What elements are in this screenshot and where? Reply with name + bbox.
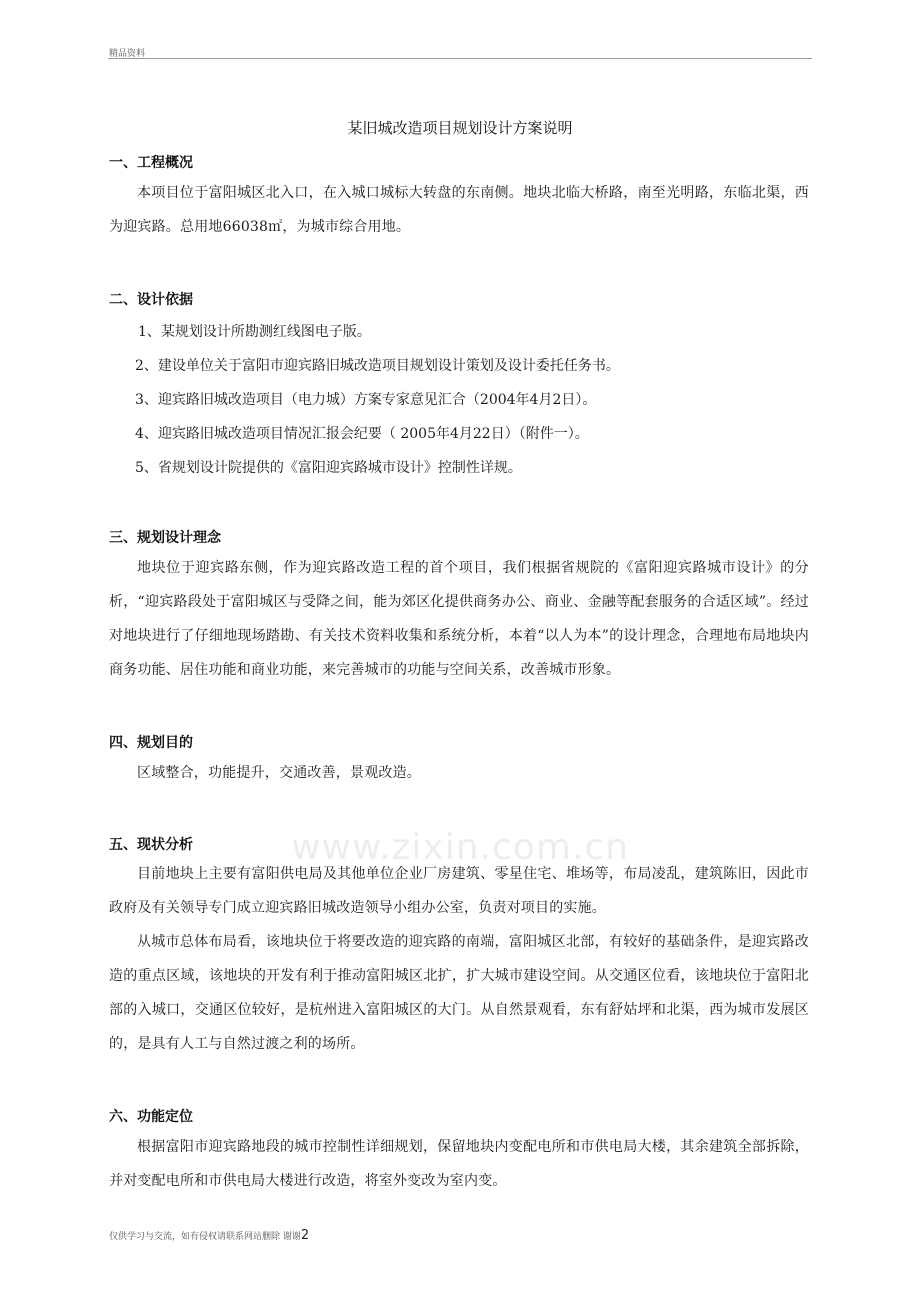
section-heading-status: 五、现状分析: [109, 837, 193, 853]
section-heading-basis: 二、设计依据: [109, 292, 193, 308]
header-label: 精品资料: [109, 49, 146, 59]
section-paragraph: 从城市总体布局看，该地块位于将要改造的迎宾路的南端，富阳城区北部，有较好的基础条件，是迎宾路改造的重点区域，该地块的开发有利于推动富阳城区北扩，扩大城市建设空间。从交通区位看，该地块位于富阳北部的入城口，交通区位较好，是杭州进入富阳城区的大门。从自然景观看，东有舒姑坪和北渠，西为城市发展区的，是具有人工与自然过渡之利的场所。: [109, 934, 809, 1052]
section-heading-concept: 三、规划设计理念: [109, 530, 221, 546]
section-paragraph: 目前地块上主要有富阳供电局及其他单位企业厂房建筑、零星住宅、堆场等，布局凌乱，建筑陈旧，因此市政府及有关领导专门成立迎宾路旧城改造领导小组办公室，负责对项目的实施。: [109, 866, 809, 916]
page-number: 2: [300, 1228, 310, 1243]
list-item: 1、某规划设计所勘测红线图电子版。: [138, 324, 371, 340]
list-item: 4、迎宾路旧城改造项目情况汇报会纪要（ 2005年4月22日）（附件一）。: [135, 426, 589, 442]
footer-text: 仅供学习与交流，如有侵权请联系网站删除 谢谢: [109, 1232, 301, 1242]
list-item: 3、迎宾路旧城改造项目（电力城）方案专家意见汇合（2004年4月2日）。: [135, 392, 597, 408]
section-paragraph: 根据富阳市迎宾路地段的城市控制性详细规划，保留地块内变配电所和市供电局大楼，其余建筑全部拆除，并对变配电所和市供电局大楼进行改造，将室外变改为室内变。: [109, 1139, 809, 1189]
section-heading-purpose: 四、规划目的: [109, 735, 193, 751]
watermark: www.zixin.com.cn: [291, 827, 629, 868]
section-paragraph: 本项目位于富阳城区北入口，在入城口城标大转盘的东南侧。地块北临大桥路，南至光明路，东临北渠，西为迎宾路。总用地66038㎡，为城市综合用地。: [109, 185, 809, 235]
footer: [109, 1228, 309, 1243]
header-rule: [108, 58, 812, 59]
section-heading-positioning: 六、功能定位: [109, 1109, 193, 1125]
section-heading-overview: 一、工程概况: [109, 155, 193, 171]
section-paragraph: 地块位于迎宾路东侧，作为迎宾路改造工程的首个项目，我们根据省规院的《富阳迎宾路城市设计》的分析，“迎宾路段处于富阳城区与受降之间，能为郊区化提供商务办公、商业、金融等配套服务的合适区域”。经过对地块进行了仔细地现场踏勘、有关技术资料收集和系统分析，本着“以人为本”的设计理念，合理地布局地块内商务功能、居住功能和商业功能，来完善城市的功能与空间关系，改善城市形象。: [109, 560, 809, 678]
list-item: 5、省规划设计院提供的《富阳迎宾路城市设计》控制性详规。: [135, 460, 522, 476]
document-title: 某旧城改造项目规划设计方案说明: [347, 119, 573, 137]
section-paragraph: 区域整合，功能提升，交通改善，景观改造。: [137, 765, 421, 781]
list-item: 2、建设单位关于富阳市迎宾路旧城改造项目规划设计策划及设计委托任务书。: [135, 358, 620, 374]
